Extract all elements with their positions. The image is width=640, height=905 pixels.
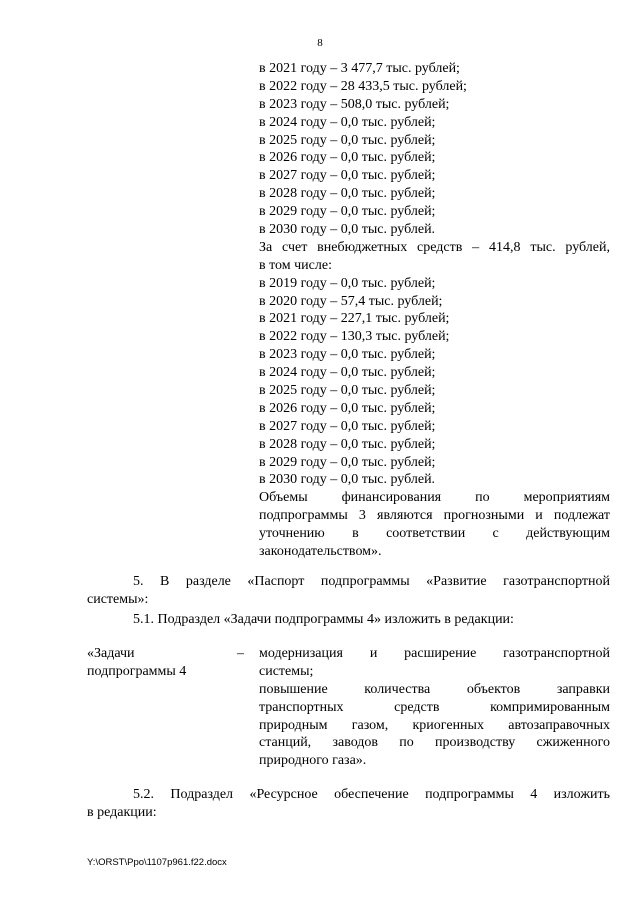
- list-item: в 2029 году – 0,0 тыс. рублей;: [259, 454, 436, 470]
- list-item: в 2020 году – 57,4 тыс. рублей;: [259, 293, 443, 309]
- list-item: в 2024 году – 0,0 тыс. рублей;: [259, 114, 436, 130]
- list-item: в 2026 году – 0,0 тыс. рублей;: [259, 400, 436, 416]
- page-number: 8: [317, 37, 323, 49]
- list-item: в 2030 году – 0,0 тыс. рублей.: [259, 472, 436, 488]
- list-item: в 2027 году – 0,0 тыс. рублей;: [259, 168, 436, 184]
- list-item: в 2027 году – 0,0 тыс. рублей;: [259, 418, 436, 434]
- tasks-line: повышение количества объектов заправки: [259, 681, 610, 697]
- list-item: в 2019 году – 0,0 тыс. рублей;: [259, 275, 436, 291]
- list-item: в 2023 году – 0,0 тыс. рублей;: [259, 347, 436, 363]
- list-item: в 2028 году – 0,0 тыс. рублей;: [259, 436, 436, 452]
- list-item: в 2022 году – 130,3 тыс. рублей;: [259, 329, 450, 345]
- extra-budget-heading-cont: в том числе:: [259, 257, 332, 273]
- paragraph-line: 5.2. Подраздел «Ресурсное обеспечение подпрограммы 4 изложить: [133, 787, 610, 802]
- paragraph-item-5-2: [87, 786, 610, 822]
- list-item: в 2030 году – 0,0 тыс. рублей.: [259, 222, 436, 238]
- tasks-label-line: подпрограммы 4: [87, 663, 187, 679]
- tasks-text: [259, 645, 610, 770]
- paragraph-line: в редакции:: [87, 804, 157, 820]
- paragraph-item-5-1: [87, 611, 610, 629]
- list-item: в 2023 году – 508,0 тыс. рублей;: [259, 96, 450, 112]
- list-item: в 2029 году – 0,0 тыс. рублей;: [259, 204, 436, 220]
- tasks-line: природным газом, криогенных автозаправочных: [259, 717, 610, 733]
- tasks-label-line: «Задачи: [87, 646, 135, 661]
- paragraph-line: 5. В разделе «Паспорт подпрограммы «Развитие газотранспортной: [133, 574, 610, 589]
- list-item: в 2022 году – 28 433,5 тыс. рублей;: [259, 78, 467, 94]
- tasks-line: станций, заводов по производству сжиженного: [259, 735, 610, 751]
- budget-list-top: [259, 60, 610, 561]
- forecast-note-line: Объемы финансирования по мероприятиям: [259, 490, 610, 506]
- list-item: в 2028 году – 0,0 тыс. рублей;: [259, 186, 436, 202]
- extra-budget-heading: За счет внебюджетных средств – 414,8 тыс. рублей,: [259, 239, 610, 255]
- paragraph-line: системы»:: [87, 591, 149, 607]
- forecast-note-line: уточнению в соответствии с действующим: [259, 526, 610, 542]
- tasks-line: системы;: [259, 663, 314, 679]
- tasks-dash: –: [237, 646, 244, 661]
- tasks-line: природного газа».: [259, 753, 367, 769]
- tasks-line: транспортных средств компримированным: [259, 699, 610, 715]
- list-item: в 2025 году – 0,0 тыс. рублей;: [259, 132, 436, 148]
- forecast-note-line: законодательством».: [259, 544, 382, 560]
- forecast-note-line: подпрограммы 3 являются прогнозными и подлежат: [259, 508, 610, 524]
- footer-file-path: Y:\ORST\Ppo\1107p961.f22.docx: [87, 857, 227, 868]
- list-item: в 2025 году – 0,0 тыс. рублей;: [259, 383, 436, 399]
- paragraph-item-5: [87, 573, 610, 609]
- paragraph-line: 5.1. Подраздел «Задачи подпрограммы 4» изложить в редакции:: [133, 612, 514, 627]
- tasks-label: [87, 645, 237, 681]
- list-item: в 2021 году – 3 477,7 тыс. рублей;: [259, 61, 460, 76]
- list-item: в 2021 году – 227,1 тыс. рублей;: [259, 311, 450, 327]
- list-item: в 2026 году – 0,0 тыс. рублей;: [259, 150, 436, 166]
- tasks-line: модернизация и расширение газотранспортной: [259, 646, 610, 661]
- list-item: в 2024 году – 0,0 тыс. рублей;: [259, 365, 436, 381]
